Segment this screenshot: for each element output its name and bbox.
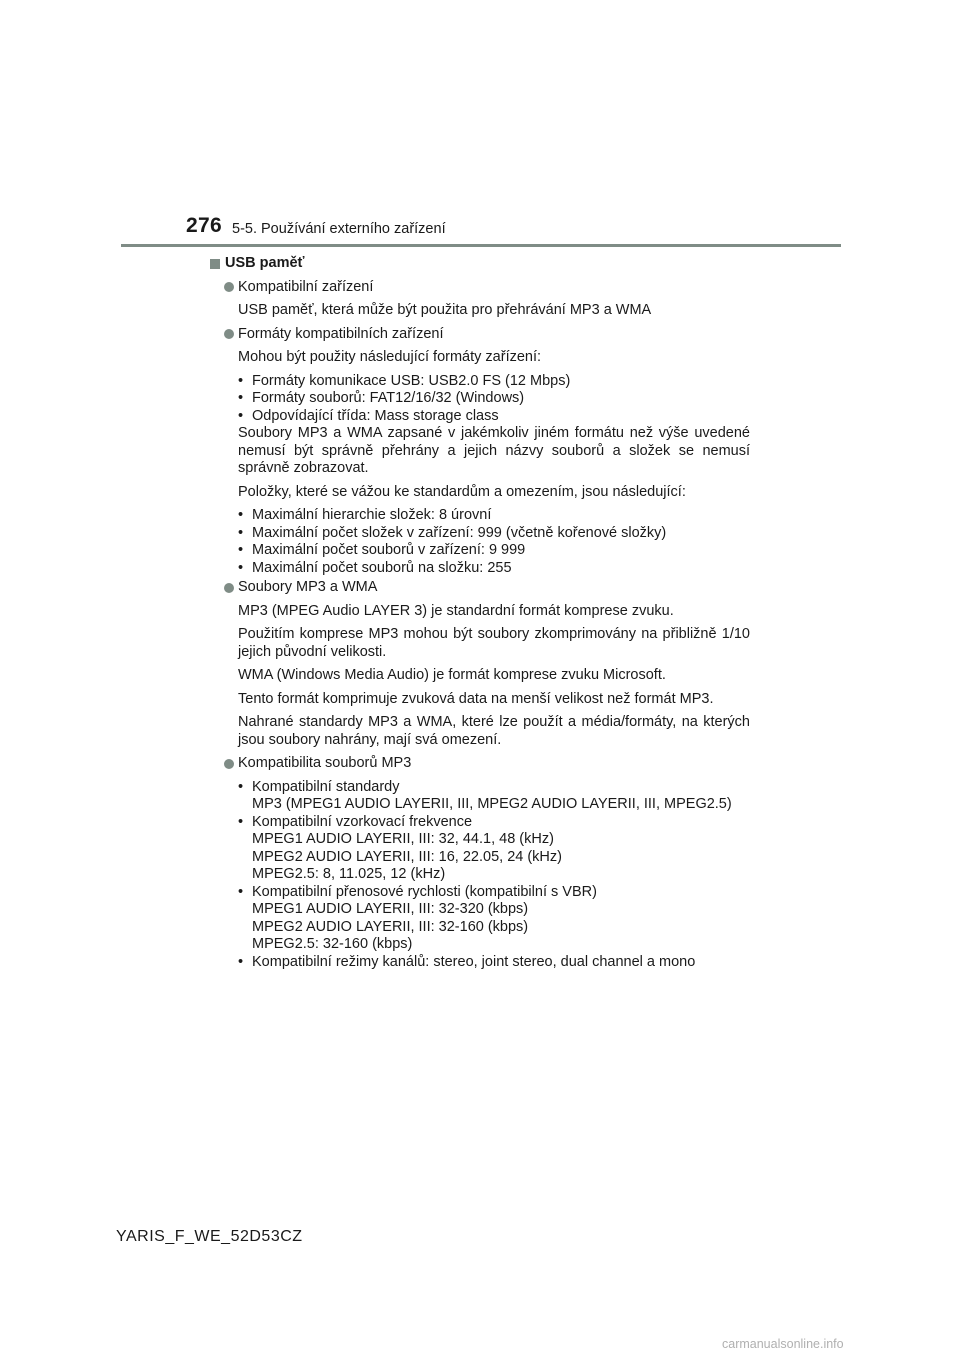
square-bullet-icon — [210, 259, 220, 269]
paragraph: USB paměť, která může být použita pro přehrávání MP3 a WMA — [238, 302, 652, 318]
paragraph: Tento formát komprimuje zvuková data na menší velikost než formát MP3. — [238, 690, 714, 707]
paragraph: Mohou být použity následující formáty zařízení: — [238, 349, 542, 365]
list-subline: MPEG2 AUDIO LAYERII, III: 32-160 (kbps) — [252, 918, 529, 935]
page-content — [210, 255, 750, 977]
list-item: • Kompatibilní standardy — [238, 778, 400, 795]
page-number: 276 — [186, 214, 222, 237]
list-item: • Formáty komunikace USB: USB2.0 FS (12 Mbps) — [238, 372, 571, 389]
circle-bullet-icon — [224, 759, 234, 769]
section-title: 5-5. Používání externího zařízení — [232, 221, 446, 237]
list-item: • Kompatibilní režimy kanálů: stereo, joint stereo, dual channel a mono — [238, 953, 696, 970]
subheading — [224, 326, 750, 344]
subheading — [224, 579, 750, 597]
circle-bullet-icon — [224, 583, 234, 593]
document-code: YARIS_F_WE_52D53CZ — [116, 1228, 303, 1245]
list-item: • Formáty souborů: FAT12/16/32 (Windows) — [238, 390, 525, 406]
list-subline: MP3 (MPEG1 AUDIO LAYERII, III, MPEG2 AUDIO LAYERII, III, MPEG2.5) — [252, 796, 732, 812]
subheading-text: Soubory MP3 a WMA — [238, 579, 378, 595]
list-item: • Odpovídající třída: Mass storage class — [238, 407, 499, 424]
list-subline: MPEG1 AUDIO LAYERII, III: 32, 44.1, 48 (kHz) — [252, 831, 554, 847]
circle-bullet-icon — [224, 282, 234, 292]
list-item: • Maximální počet souborů v zařízení: 9 999 — [238, 542, 526, 558]
watermark: carmanualsonline.info — [722, 1337, 844, 1351]
bullet-list — [238, 507, 750, 577]
header-divider — [121, 244, 841, 247]
circle-bullet-icon — [224, 329, 234, 339]
paragraph: WMA (Windows Media Audio) je formát komprese zvuku Microsoft. — [238, 667, 666, 683]
list-item: • Maximální hierarchie složek: 8 úrovní — [238, 507, 492, 523]
list-subline: MPEG2 AUDIO LAYERII, III: 16, 22.05, 24 (kHz) — [252, 848, 562, 865]
list-item: • Maximální počet souborů na složku: 255 — [238, 559, 512, 576]
subheading-text: Kompatibilita souborů MP3 — [238, 755, 412, 771]
list-subline: MPEG1 AUDIO LAYERII, III: 32-320 (kbps) — [252, 901, 529, 917]
heading-text: USB paměť — [225, 255, 305, 271]
paragraph: Použitím komprese MP3 mohou být soubory zkomprimovány na přibližně 1/10 jejich původní velikosti. — [238, 626, 750, 660]
subheading-text: Formáty kompatibilních zařízení — [238, 325, 444, 342]
list-subline: MPEG2.5: 32-160 (kbps) — [252, 936, 413, 952]
list-item: • Maximální počet složek v zařízení: 999 (včetně kořenové složky) — [238, 524, 667, 541]
paragraph: Soubory MP3 a WMA zapsané v jakémkoliv jiném formátu než výše uvedené nemusí být správně přehrány a jejich názvy souborů a složek se nemusí správně zobrazovat. — [238, 425, 750, 476]
section-heading — [210, 255, 750, 273]
subheading — [224, 755, 750, 773]
list-subline: MPEG2.5: 8, 11.025, 12 (kHz) — [252, 866, 446, 882]
subheading — [224, 279, 750, 297]
subheading-text: Kompatibilní zařízení — [238, 278, 374, 295]
paragraph: Nahrané standardy MP3 a WMA, které lze použít a média/formáty, na kterých jsou soubory nahrány, mají svá omezení. — [238, 714, 750, 748]
paragraph: MP3 (MPEG Audio LAYER 3) je standardní formát komprese zvuku. — [238, 602, 674, 619]
paragraph: Položky, které se vážou ke standardům a omezením, jsou následující: — [238, 483, 686, 500]
list-item: • Kompatibilní přenosové rychlosti (kompatibilní s VBR) — [238, 883, 597, 900]
bullet-list — [238, 779, 750, 972]
bullet-list — [238, 373, 750, 426]
list-item: • Kompatibilní vzorkovací frekvence — [238, 813, 473, 830]
